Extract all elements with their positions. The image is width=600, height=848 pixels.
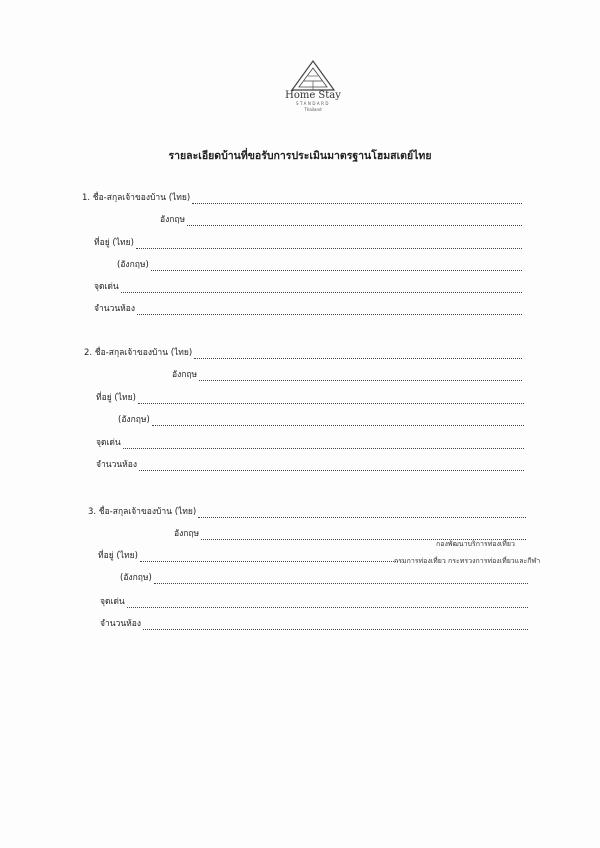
address-thai-label: ที่อยู่ (ไทย) xyxy=(98,551,138,561)
owner-eng-line[interactable] xyxy=(187,216,522,226)
owner-thai-field[interactable] xyxy=(84,347,522,359)
owner-thai-line[interactable] xyxy=(194,349,522,359)
address-thai-field[interactable] xyxy=(94,237,522,249)
address-eng-line[interactable] xyxy=(152,416,524,426)
highlight-field[interactable] xyxy=(94,281,522,293)
address-eng-field[interactable] xyxy=(117,259,522,271)
rooms-line[interactable] xyxy=(139,461,524,471)
highlight-label: จุดเด่น xyxy=(94,282,119,292)
address-thai-line[interactable] xyxy=(140,552,398,562)
owner-eng-label: อังกฤษ xyxy=(174,529,200,539)
rooms-label: จำนวนห้อง xyxy=(100,619,142,629)
logo-subtitle: STANDARD xyxy=(295,101,330,106)
owner-thai-line[interactable] xyxy=(192,194,522,204)
address-eng-field[interactable] xyxy=(120,572,528,584)
highlight-line[interactable] xyxy=(127,598,528,608)
rooms-line[interactable] xyxy=(137,305,522,315)
owner-eng-label: อังกฤษ xyxy=(172,370,198,380)
owner-thai-field[interactable] xyxy=(88,506,526,518)
owner-eng-field[interactable] xyxy=(160,214,522,226)
address-thai-field[interactable] xyxy=(98,550,398,562)
logo-region: Thailand xyxy=(304,107,322,112)
highlight-field[interactable] xyxy=(96,437,524,449)
highlight-label: จุดเด่น xyxy=(100,597,125,607)
owner-eng-line[interactable] xyxy=(199,371,522,381)
owner-thai-label: 3. ชื่อ-สกุลเจ้าของบ้าน (ไทย) xyxy=(88,507,197,517)
highlight-line[interactable] xyxy=(121,283,522,293)
rooms-field[interactable] xyxy=(96,459,524,471)
rooms-field[interactable] xyxy=(100,618,528,630)
owner-thai-label: 2. ชื่อ-สกุลเจ้าของบ้าน (ไทย) xyxy=(84,348,193,358)
rooms-label: จำนวนห้อง xyxy=(94,304,136,314)
homestay-logo xyxy=(268,60,358,128)
department-stamp-line-1: กองพัฒนาบริการท่องเที่ยว xyxy=(436,540,515,548)
address-thai-label: ที่อยู่ (ไทย) xyxy=(96,393,136,403)
owner-thai-line[interactable] xyxy=(198,508,526,518)
address-thai-label: ที่อยู่ (ไทย) xyxy=(94,238,134,248)
address-thai-line[interactable] xyxy=(136,239,522,249)
owner-eng-label: อังกฤษ xyxy=(160,215,186,225)
address-eng-label: (อังกฤษ) xyxy=(117,260,149,270)
rooms-field[interactable] xyxy=(94,303,522,315)
document-title: รายละเอียดบ้านที่ขอรับการประเมินมาตรฐานโฮมสเตย์ไทย xyxy=(168,150,432,162)
house-roof-icon xyxy=(290,60,336,92)
logo-title: Home Stay xyxy=(285,90,341,101)
rooms-line[interactable] xyxy=(143,620,528,630)
rooms-label: จำนวนห้อง xyxy=(96,460,138,470)
highlight-line[interactable] xyxy=(123,439,524,449)
address-eng-label: (อังกฤษ) xyxy=(120,573,152,583)
address-eng-line[interactable] xyxy=(154,574,528,584)
address-eng-label: (อังกฤษ) xyxy=(118,415,150,425)
address-thai-field[interactable] xyxy=(96,392,524,404)
owner-eng-field[interactable] xyxy=(172,369,522,381)
highlight-label: จุดเด่น xyxy=(96,438,121,448)
address-thai-line[interactable] xyxy=(138,394,524,404)
department-stamp-line-2: กรมการท่องเที่ยว กระทรวงการท่องเที่ยวและกีฬา xyxy=(394,557,541,565)
owner-thai-field[interactable] xyxy=(82,192,522,204)
highlight-field[interactable] xyxy=(100,596,528,608)
address-eng-line[interactable] xyxy=(151,261,522,271)
owner-thai-label: 1. ชื่อ-สกุลเจ้าของบ้าน (ไทย) xyxy=(82,193,191,203)
address-eng-field[interactable] xyxy=(118,414,524,426)
